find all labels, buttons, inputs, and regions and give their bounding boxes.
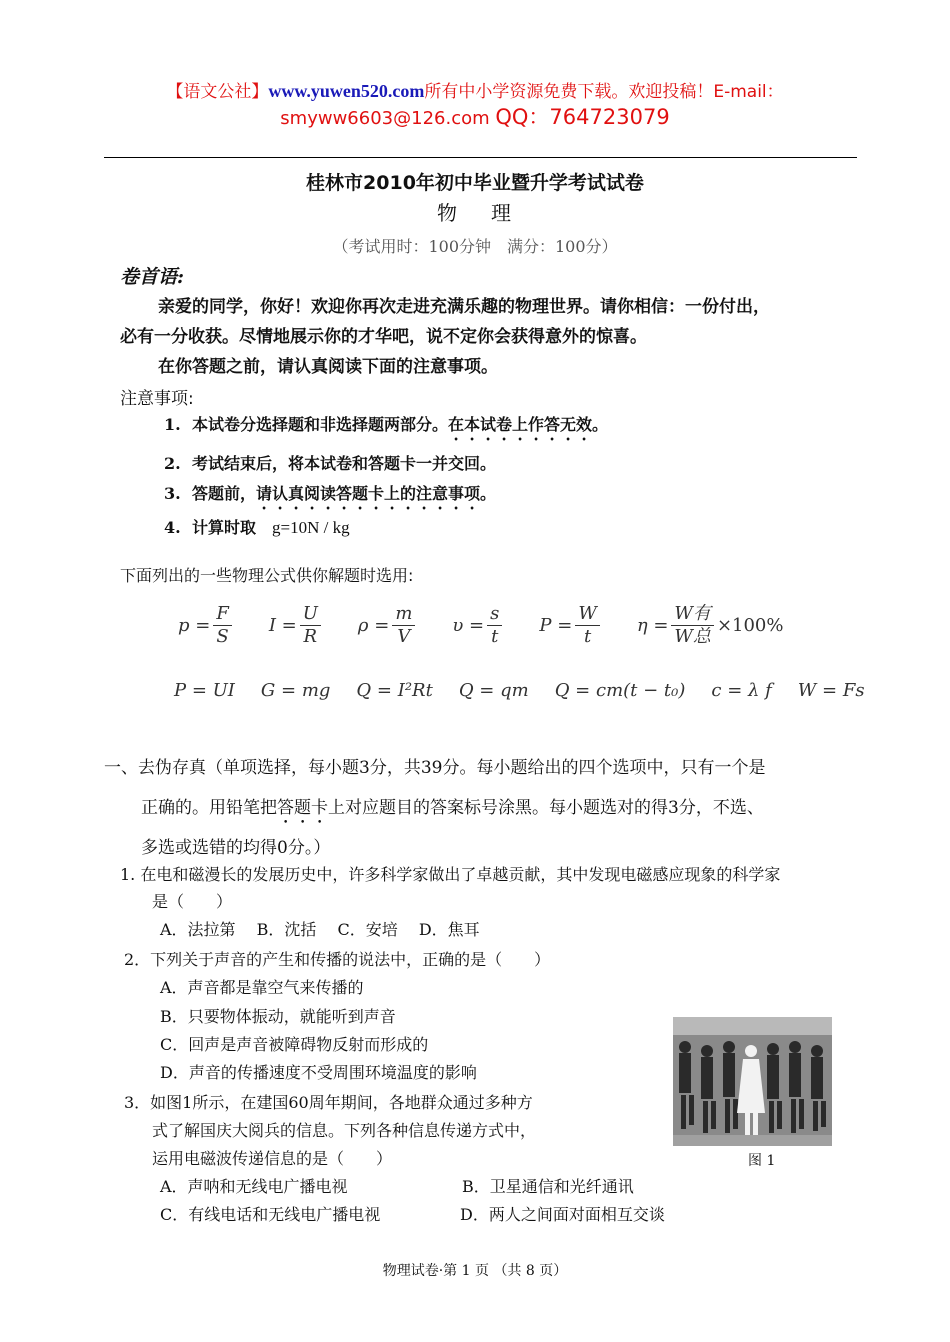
section-1-line-3: 多选或选错的均得0分。） [141, 838, 331, 858]
formula-suffix: ×100% [716, 615, 784, 636]
formula-lhs: I = [268, 615, 297, 636]
formula-fraction [213, 603, 232, 648]
formula-row2-item-3: Q = I²Rt [356, 680, 433, 701]
exam-title: 桂林市2010年初中毕业暨升学考试试卷 [306, 172, 644, 194]
q2-option-a: A．声音都是靠空气来传播的 [160, 978, 364, 997]
section-1-line-2 [104, 788, 864, 828]
note-3-emphasis: 请认真阅读答题卡上的注意事项 [256, 484, 481, 503]
q3-option-b: B．卫星通信和光纤通讯 [462, 1177, 634, 1196]
formula-lhs: υ = [452, 615, 485, 636]
formula-numerator: U [300, 603, 321, 626]
q3-stem-2: 式了解国庆大阅兵的信息。下列各种信息传递方式中， [152, 1121, 537, 1140]
note-3 [164, 481, 496, 513]
preface-para-3: 在你答题之前，请认真阅读下面的注意事项。 [158, 357, 498, 377]
formula-denominator: W总 [674, 626, 711, 647]
preface-heading: 卷首语: [120, 266, 185, 288]
formula-denominator: t [583, 626, 592, 647]
q3-option-d: D．两人之间面对面相互交谈 [460, 1205, 665, 1224]
formula-row2-item-1: P = UI [174, 680, 235, 701]
q1-stem-2: 是（ ） [152, 892, 233, 911]
q3-stem-3: 运用电磁波传递信息的是（ ） [152, 1149, 393, 1168]
formula-5 [539, 603, 602, 648]
note-4 [164, 515, 350, 538]
formula-numerator: W [575, 603, 600, 626]
section-1-instructions-2a: 正确的。用铅笔把 [141, 798, 277, 818]
note-4-value: g=10N / kg [272, 518, 350, 537]
note-4-number: 4. [164, 518, 181, 537]
formula-numerator: W有 [671, 603, 714, 626]
subject-char-2: 理 [491, 201, 513, 225]
note-1 [164, 412, 608, 444]
formula-lhs: p = [178, 615, 211, 636]
formula-lhs: η = [636, 615, 669, 636]
contact-email[interactable]: smyww6603@126.com [280, 108, 490, 129]
notes-heading: 注意事项: [120, 389, 194, 409]
formula-row2-item-7: W = Fs [797, 680, 865, 701]
section-1-name: 去伪存真 [138, 758, 206, 778]
formula-numerator: m [392, 603, 415, 626]
formula-row2-item-2: G = mg [260, 680, 331, 701]
section-1-emphasis: 答题卡 [277, 798, 328, 818]
note-1-emphasis: 在本试卷上作答无效 [448, 415, 593, 434]
formula-row2-item-5: Q = cm(t − t₀) [554, 680, 686, 701]
header-divider [104, 157, 857, 158]
figure-1-caption: 图 1 [748, 1153, 776, 1169]
formula-denominator: V [397, 626, 411, 647]
formula-denominator: t [491, 626, 499, 647]
q2-stem: 2．下列关于声音的产生和传播的说法中，正确的是（ ） [124, 950, 551, 969]
formula-lhs: P = [539, 615, 573, 636]
figure-1-parade-photo [673, 1017, 832, 1146]
formula-1 [178, 603, 235, 648]
formula-row-1 [178, 603, 783, 648]
formula-fraction [671, 603, 714, 648]
section-1-line-1 [104, 748, 864, 788]
note-2 [164, 451, 496, 474]
formula-2 [269, 603, 324, 648]
exam-subject [0, 197, 950, 226]
parade-photo-illustration [673, 1017, 832, 1146]
note-3-end: 。 [480, 484, 497, 503]
formula-3 [358, 603, 418, 648]
formula-row-2 [174, 680, 865, 701]
site-url-link[interactable]: www.yuwen520.com [268, 81, 425, 101]
formula-fraction [575, 603, 600, 648]
subject-char-1: 物 [437, 201, 459, 225]
q1-options: A．法拉第 B．沈括 C．安培 D．焦耳 [160, 920, 480, 939]
note-1-text: 本试卷分选择题和非选择题两部分。 [192, 415, 449, 434]
preface-para-2: 必有一分收获。尽情地展示你的才华吧，说不定你会获得意外的惊喜。 [120, 327, 647, 347]
note-1-number: 1. [164, 415, 181, 434]
formula-numerator: s [487, 603, 502, 626]
contact-qq: QQ：764723079 [495, 105, 670, 129]
section-1-instructions-1: （单项选择，每小题3分，共39分。每小题给出的四个选项中，只有一个是 [206, 758, 766, 778]
q3-option-c: C．有线电话和无线电广播电视 [160, 1205, 381, 1224]
note-4-text: 计算时取 [192, 518, 257, 537]
formula-row2-item-6: c = λ f [711, 680, 772, 701]
site-header-line1 [0, 77, 950, 102]
q1-stem-1: 1. 在电和磁漫长的发展历史中，许多科学家做出了卓越贡献，其中发现电磁感应现象的科学家 [120, 865, 781, 884]
preface-para-1: 亲爱的同学，你好！欢迎你再次走进充满乐趣的物理世界。请你相信：一份付出， [158, 297, 770, 317]
formula-intro: 下面列出的一些物理公式供你解题时选用: [120, 566, 414, 585]
formula-row2-item-4: Q = qm [458, 680, 529, 701]
formula-4 [452, 603, 505, 648]
q3-stem-1: 3．如图1所示，在建国60周年期间，各地群众通过多种方 [124, 1093, 533, 1112]
note-2-text: 考试结束后，将本试卷和答题卡一并交回。 [192, 454, 497, 473]
formula-lhs: ρ = [357, 615, 390, 636]
formula-6 [637, 603, 784, 648]
q3-option-a: A．声呐和无线电广播电视 [160, 1177, 348, 1196]
formula-numerator: F [213, 603, 232, 626]
note-3-text: 答题前， [192, 484, 257, 503]
q2-option-c: C．回声是声音被障碍物反射而形成的 [160, 1035, 429, 1054]
formula-fraction [392, 603, 415, 648]
site-slogan: 所有中小学资源免费下载。欢迎投稿！E-mail： [424, 82, 784, 102]
section-1-heading [104, 748, 864, 868]
page-footer: 物理试卷·第 1 页 （共 8 页） [382, 1263, 568, 1279]
note-2-number: 2. [164, 454, 181, 473]
formula-denominator: S [216, 626, 229, 647]
q2-option-d: D．声音的传播速度不受周围环境温度的影响 [160, 1063, 477, 1082]
site-header-line2 [0, 101, 950, 131]
section-1-instructions-2c: 上对应题目的答案标号涂黑。每小题选对的得3分，不选、 [328, 798, 764, 818]
formula-denominator: R [303, 626, 318, 647]
formula-fraction [300, 603, 321, 648]
q2-option-b: B．只要物体振动，就能听到声音 [160, 1007, 396, 1026]
note-1-end: 。 [592, 415, 609, 434]
note-3-number: 3. [164, 484, 181, 503]
formula-fraction [487, 603, 502, 648]
site-name: 【语文公社】 [166, 82, 269, 102]
section-1-number: 一、 [104, 758, 138, 778]
exam-info: （考试用时：100分钟 满分：100分） [332, 237, 618, 256]
